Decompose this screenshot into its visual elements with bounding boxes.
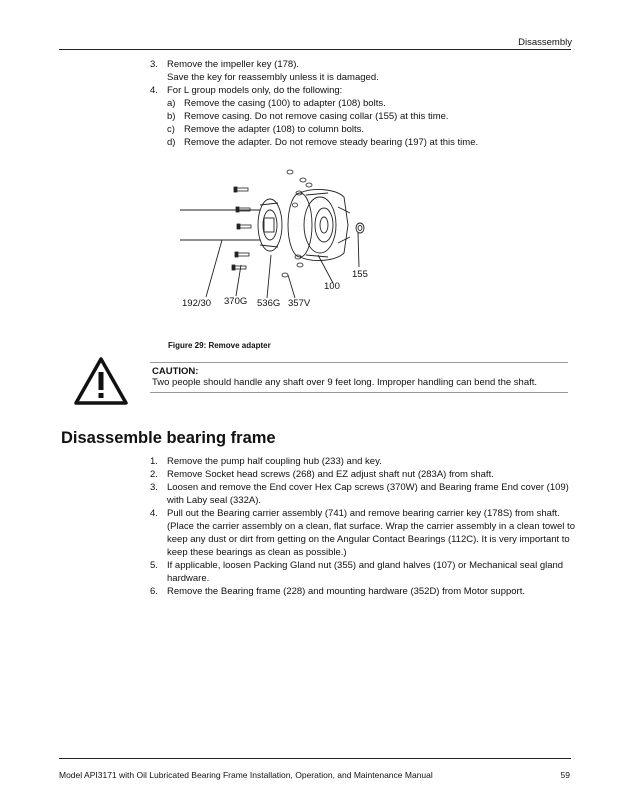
list-item: [150, 468, 580, 481]
caution-bottom-rule: [150, 392, 568, 393]
figure-label-100: 100: [324, 281, 340, 292]
substep-letter: b): [167, 111, 176, 122]
figure-label-357v: 357V: [288, 298, 311, 309]
step-text: Remove the Bearing frame (228) and mounting hardware (352D) from Motor support.: [167, 586, 526, 597]
list-item: [167, 136, 580, 149]
step-text: Remove the impeller key (178).: [167, 59, 299, 70]
caution-text: Two people should handle any shaft over 9 feet long. Improper handling can bend the shaft.: [152, 377, 538, 388]
substep-text: Remove the adapter. Do not remove steady bearing (197) at this time.: [184, 137, 479, 148]
step-text: Save the key for reassembly unless it is damaged.: [167, 72, 379, 83]
figure-label-192: 192/30: [182, 298, 212, 309]
header-rule: [59, 49, 571, 50]
step-number: 2.: [150, 469, 158, 480]
adapter-exploded-drawing: [178, 165, 398, 315]
step-number: 1.: [150, 456, 158, 467]
step-number: 4.: [150, 508, 158, 519]
list-item: [150, 455, 580, 468]
page-number: 59: [560, 770, 570, 780]
substep-text: Remove casing. Do not remove casing collar (155) at this time.: [184, 111, 449, 122]
list-item: [150, 84, 580, 149]
adapter-figure: [178, 165, 398, 315]
step-text: Pull out the Bearing carrier assembly (741) and remove bearing carrier key (178S) from shaft. (Place the carrier assembly on a clean, flat surface. Wrap the carrier assembly in a clean towel to keep any dust or dirt from getting on the Angular Contact Bearings (112C). It is very important to keep these bearings as clean as possible.): [167, 508, 575, 558]
figure-label-155: 155: [352, 269, 368, 280]
list-item: [150, 481, 580, 507]
substep-letter: c): [167, 124, 175, 135]
substeps-list: [167, 97, 580, 149]
bearing-frame-steps-list: [150, 455, 580, 598]
step-text: Remove the pump half coupling hub (233) and key.: [167, 456, 382, 467]
figure-caption: Figure 29: Remove adapter: [168, 341, 271, 350]
step-number: 3.: [150, 482, 158, 493]
section-title: Disassemble bearing frame: [61, 429, 276, 447]
step-number: 5.: [150, 560, 158, 571]
caution-top-rule: [150, 362, 568, 363]
list-item: [150, 559, 580, 585]
list-item: [150, 507, 580, 559]
steps-top-list: [150, 58, 580, 149]
step-text: If applicable, loosen Packing Gland nut (355) and gland halves (107) or Mechanical seal gland hardware.: [167, 560, 564, 584]
list-item: [167, 110, 580, 123]
step-number: 3.: [150, 59, 158, 70]
warning-icon: [73, 356, 129, 411]
footer-title: Model API3171 with Oil Lubricated Bearing Frame Installation, Operation, and Maintenance Manual: [59, 770, 433, 780]
list-item: [150, 585, 580, 598]
step-text: Loosen and remove the End cover Hex Cap screws (370W) and Bearing frame End cover (109) with Laby seal (332A).: [167, 482, 569, 506]
step-number: 6.: [150, 586, 158, 597]
substep-text: Remove the adapter (108) to column bolts.: [184, 124, 365, 135]
list-item: [167, 97, 580, 110]
figure-label-536g: 536G: [257, 298, 281, 309]
step-text: For L group models only, do the following:: [167, 85, 343, 96]
substep-text: Remove the casing (100) to adapter (108) bolts.: [184, 98, 386, 109]
substep-letter: a): [167, 98, 176, 109]
substep-letter: d): [167, 137, 176, 148]
list-item: [167, 123, 580, 136]
figure-label-370g: 370G: [224, 296, 248, 307]
step-text: Remove Socket head screws (268) and EZ adjust shaft nut (283A) from shaft.: [167, 469, 494, 480]
footer-rule: [59, 758, 571, 759]
header-section-title: Disassembly: [518, 37, 572, 48]
caution-title: CAUTION:: [152, 366, 199, 377]
list-item: [150, 58, 580, 84]
step-number: 4.: [150, 85, 158, 96]
